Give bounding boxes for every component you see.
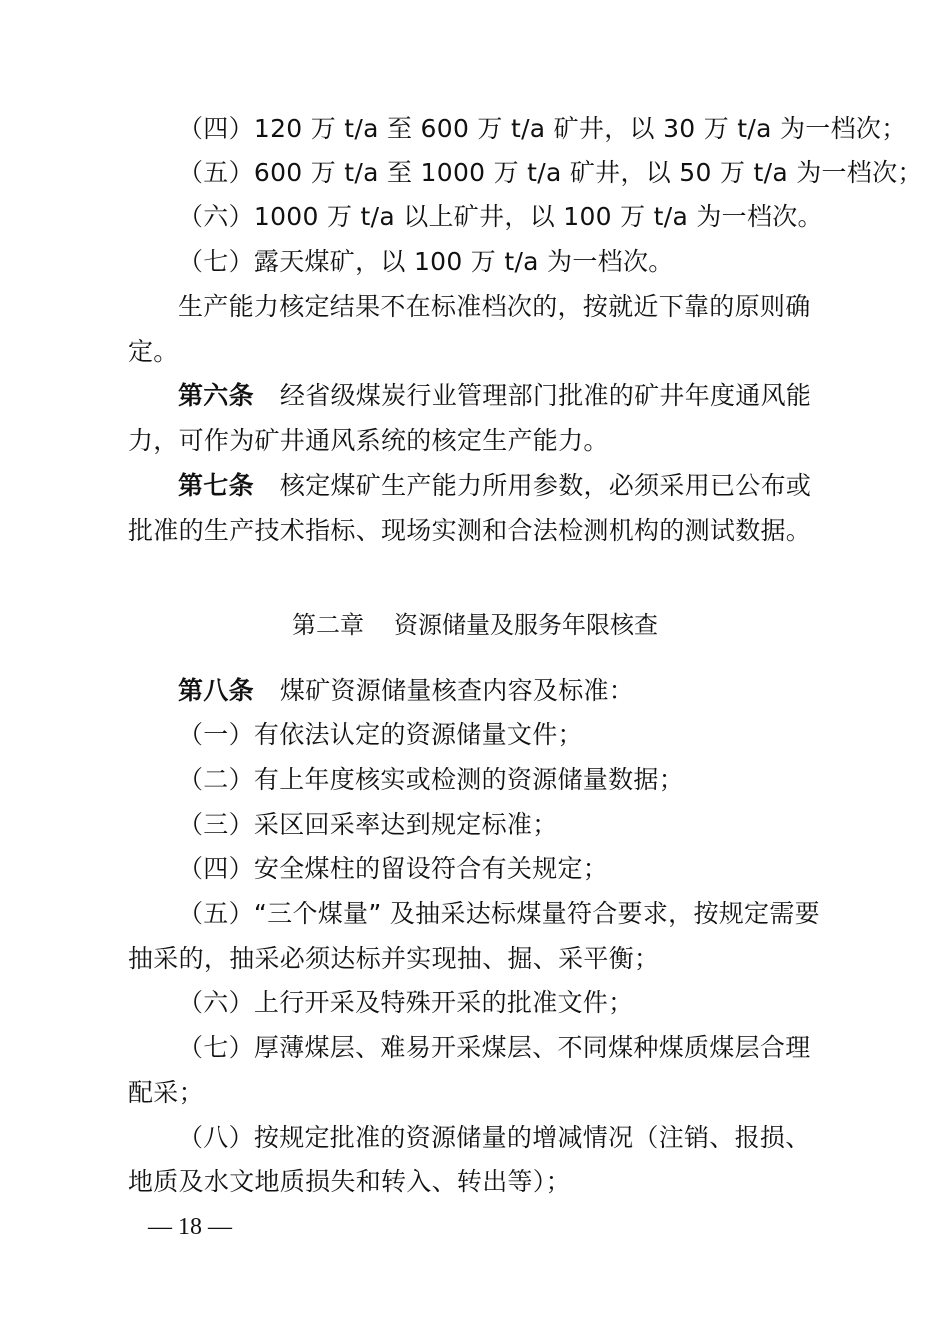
list-item-continuation: 抽采的，抽采必须达标并实现抽、掘、采平衡； xyxy=(128,944,660,973)
list-item: （七）露天煤矿，以 100 万 t/a 为一档次。 xyxy=(178,247,674,276)
article-7-text: 核定煤矿生产能力所用参数，必须采用已公布或 xyxy=(279,471,812,500)
list-item: （四）安全煤柱的留设符合有关规定； xyxy=(178,854,609,883)
list-item: （四）120 万 t/a 至 600 万 t/a 矿井，以 30 万 t/a 为一档次； xyxy=(178,114,907,143)
article-6-text: 经省级煤炭行业管理部门批准的矿井年度通风能 xyxy=(279,381,812,410)
article-7-line-2: 批准的生产技术指标、现场实测和合法检测机构的测试数据。 xyxy=(128,516,812,545)
chapter-title: 资源储量及服务年限核查 xyxy=(394,611,658,639)
article-6-line-2: 力，可作为矿井通风系统的核定生产能力。 xyxy=(128,426,609,455)
page-number: — 18 — xyxy=(148,1214,232,1240)
list-item: （五）600 万 t/a 至 1000 万 t/a 矿井，以 50 万 t/a 为一档次； xyxy=(178,158,923,187)
article-6-line-1 xyxy=(178,381,811,411)
chapter-number: 第二章 xyxy=(292,611,364,639)
article-6-label: 第六条 xyxy=(178,381,254,410)
list-item: （八）按规定批准的资源储量的增减情况（注销、报损、 xyxy=(178,1123,811,1152)
list-item-continuation: 地质及水文地质损失和转入、转出等）； xyxy=(128,1167,571,1196)
article-8-label: 第八条 xyxy=(178,676,254,705)
article-7-line-1 xyxy=(178,471,811,501)
chapter-heading xyxy=(0,610,950,640)
list-item: （一）有依法认定的资源储量文件； xyxy=(178,720,583,749)
list-item: （五）“三个煤量” 及抽采达标煤量符合要求，按规定需要 xyxy=(178,899,820,928)
paragraph-line: 定。 xyxy=(128,337,179,366)
paragraph-line: 生产能力核定结果不在标准档次的，按就近下靠的原则确 xyxy=(178,292,811,321)
list-item: （二）有上年度核实或检测的资源储量数据； xyxy=(178,765,685,794)
list-item: （三）采区回采率达到规定标准； xyxy=(178,810,558,839)
article-8-line-1 xyxy=(178,676,634,706)
article-8-text: 煤矿资源储量核查内容及标准： xyxy=(279,676,635,705)
list-item: （六）上行开采及特殊开采的批准文件； xyxy=(178,988,634,1017)
list-item: （六）1000 万 t/a 以上矿井，以 100 万 t/a 为一档次。 xyxy=(178,202,823,231)
list-item: （七）厚薄煤层、难易开采煤层、不同煤种煤质煤层合理 xyxy=(178,1033,811,1062)
list-item-continuation: 配采； xyxy=(128,1078,204,1107)
article-7-label: 第七条 xyxy=(178,471,254,500)
